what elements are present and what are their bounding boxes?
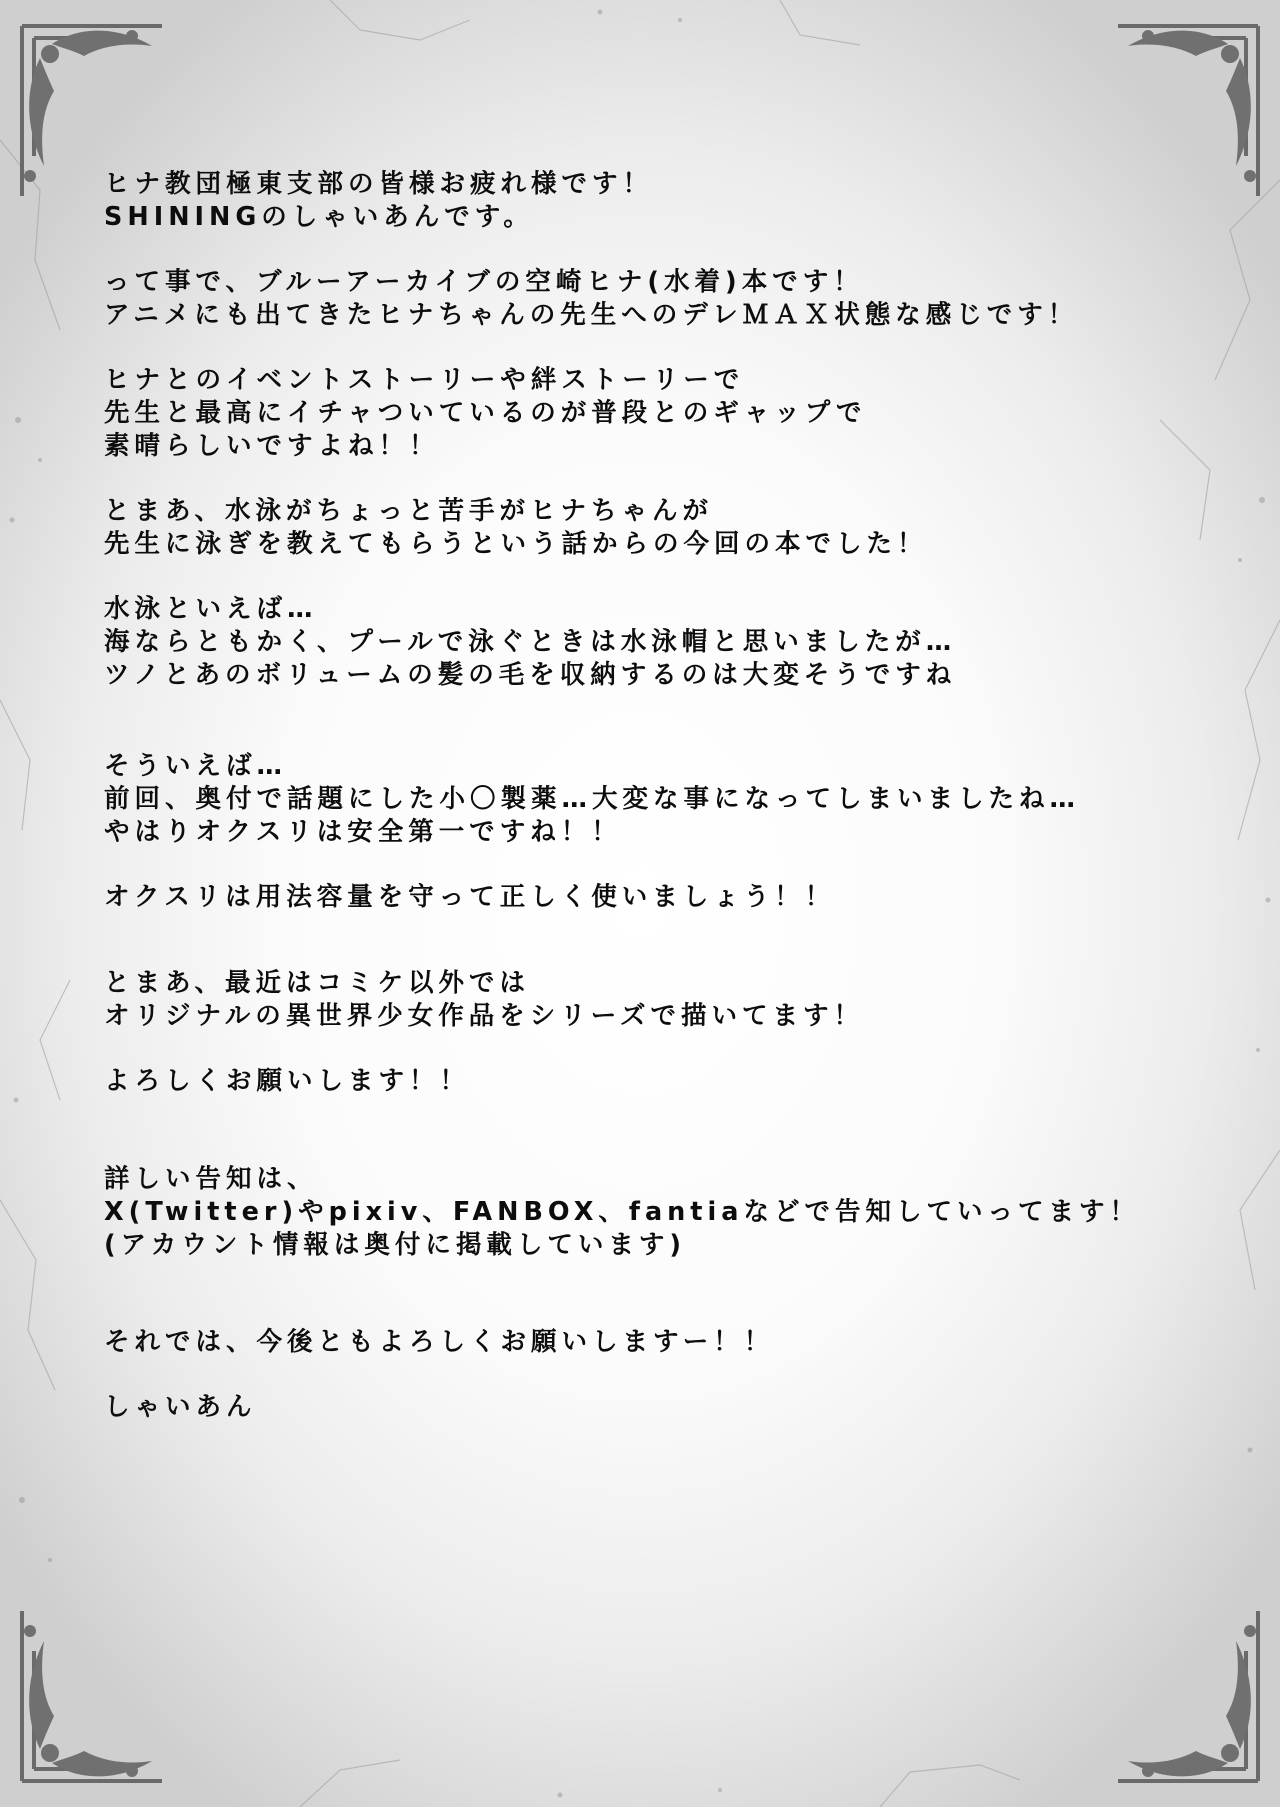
text-line: 水泳といえば… (104, 594, 318, 624)
text-line: (アカウント情報は奥付に掲載しています) (104, 1230, 687, 1260)
text-line: ヒナとのイベントストーリーや絆ストーリーで (104, 365, 745, 395)
text-line: 海ならともかく、プールで泳ぐときは水泳帽と思いましたが… (104, 627, 957, 657)
text-line: とまあ、水泳がちょっと苦手がヒナちゃんが (104, 496, 713, 526)
text-line: オリジナルの異世界少女作品をシリーズで描いてます！ (104, 1001, 864, 1031)
text-line: 詳しい告知は、 (104, 1164, 318, 1194)
text-line: よろしくお願いします！！ (104, 1066, 471, 1096)
text-line: そういえば… (104, 751, 288, 781)
afterword-text (104, 168, 1184, 1424)
text-line: SHININGのしゃいあんです。 (104, 202, 534, 232)
text-line: アニメにも出てきたヒナちゃんの先生へのデレＭＡＸ状態な感じです！ (104, 300, 1079, 330)
text-line: 先生と最高にイチャついているのが普段とのギャップで (104, 398, 867, 428)
signature: しゃいあん (104, 1392, 257, 1422)
corner-ornament-icon (12, 1601, 172, 1791)
corner-ornament-icon (1108, 1601, 1268, 1791)
text-line: って事で、ブルーアーカイブの空崎ヒナ(水着)本です！ (104, 267, 864, 297)
text-line: 先生に泳ぎを教えてもらうという話からの今回の本でした！ (104, 529, 928, 559)
text-line: X(Twitter)やpixiv、FANBOX、fantiaなどで告知していってます！ (104, 1197, 1140, 1227)
text-line: やはりオクスリは安全第一ですね！！ (104, 817, 622, 847)
text-line: ツノとあのボリュームの髪の毛を収納するのは大変そうですね (104, 660, 957, 690)
text-line: 前回、奥付で話題にした小〇製薬…大変な事になってしまいましたね… (104, 784, 1081, 814)
text-line: それでは、今後ともよろしくお願いしますー！！ (104, 1327, 775, 1357)
text-line: オクスリは用法容量を守って正しく使いましょう！！ (104, 882, 836, 912)
text-line: 素晴らしいですよね！！ (104, 431, 440, 461)
text-line: ヒナ教団極東支部の皆様お疲れ様です！ (104, 169, 654, 199)
text-line: とまあ、最近はコミケ以外では (104, 968, 530, 998)
